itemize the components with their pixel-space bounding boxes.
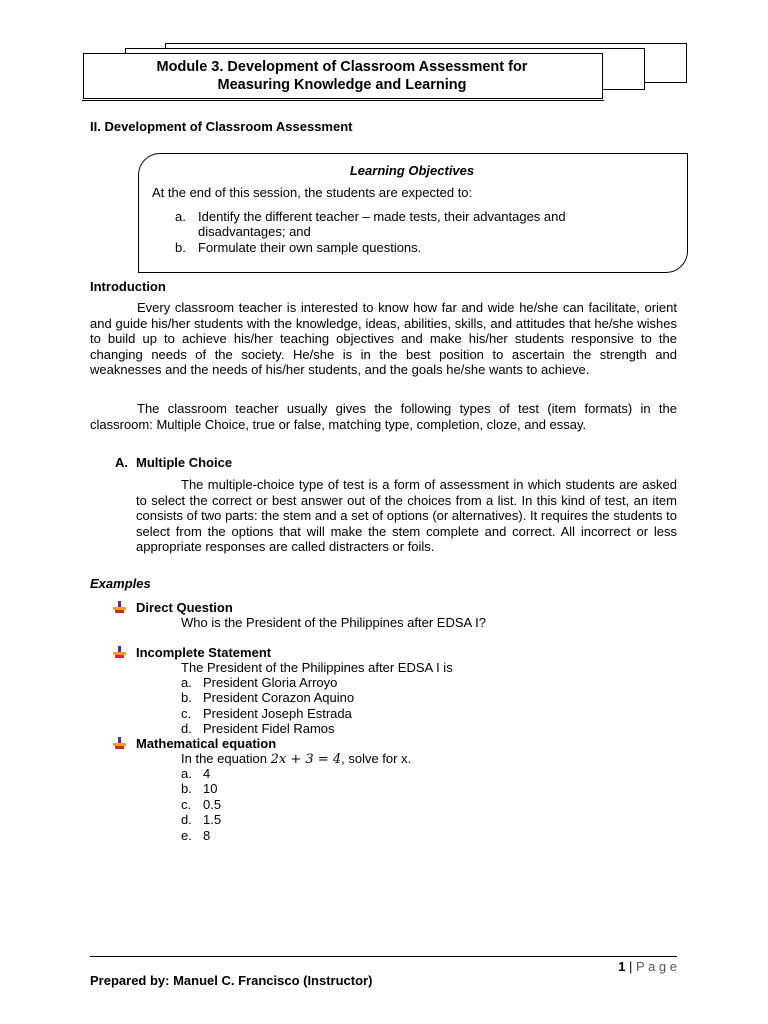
math-text-after: , solve for x. — [341, 751, 412, 766]
introduction-paragraph-2: The classroom teacher usually gives the following types of test (item formats) in the classroom: Multiple Choice, true or false, matching type, completion, cloze, and essay. — [90, 401, 677, 432]
page-indicator — [600, 959, 677, 974]
examples-heading: Examples — [90, 576, 151, 591]
introduction-heading: Introduction — [90, 279, 166, 294]
math-text-before: In the equation — [181, 751, 271, 766]
equation: 2x + 3 = 4 — [270, 752, 342, 767]
option-marker: d. — [181, 812, 192, 827]
option-marker: d. — [181, 721, 192, 736]
option-text: 4 — [203, 766, 211, 781]
option-marker: b. — [181, 690, 192, 705]
incomplete-statement-text: The President of the Philippines after EDSA I is — [181, 660, 453, 675]
option-marker: c. — [181, 706, 192, 721]
option-text: President Gloria Arroyo — [203, 675, 338, 690]
math-equation-label: Mathematical equation — [136, 736, 277, 751]
pushpin-bullet-icon — [113, 737, 126, 750]
option-text: 10 — [203, 781, 218, 796]
option-marker: a. — [181, 675, 192, 690]
pushpin-bullet-icon — [113, 601, 126, 614]
objectives-title: Learning Objectives — [349, 163, 475, 178]
objective-b-line1: Formulate their own sample questions. — [198, 240, 422, 255]
option-text: President Joseph Estrada — [203, 706, 352, 721]
direct-question-text: Who is the President of the Philippines after EDSA I? — [181, 615, 486, 630]
option-text: 1.5 — [203, 812, 222, 827]
module-title — [83, 58, 601, 94]
option-marker: a. — [181, 766, 192, 781]
option-text: 0.5 — [203, 797, 222, 812]
introduction-paragraph-1: Every classroom teacher is interested to know how far and wide he/she can facilitate, orient and guide his/her students with the knowledge, ideas, abilities, skills, and attitudes that he/she wishes to build up to achieve his/her teaching objectives and make his/her students responsive to the changing needs of the society. He/she is in the best position to ascertain the strength and weaknesses and the needs of his/her students, and the goals he/she wants to achieve. — [90, 300, 677, 377]
page-number: 1 — [618, 959, 626, 974]
module-title-line1: Module 3. Development of Classroom Assessment for — [156, 59, 528, 75]
math-equation-text — [181, 751, 411, 768]
pushpin-bullet-icon — [113, 646, 126, 659]
option-marker: e. — [181, 828, 192, 843]
page-word: P a g e — [636, 959, 677, 974]
option-marker: b. — [181, 781, 192, 796]
objective-a-marker: a. — [175, 209, 186, 224]
footer-divider — [90, 956, 677, 957]
objective-b-marker: b. — [175, 240, 186, 255]
incomplete-statement-label: Incomplete Statement — [136, 645, 272, 660]
page-separator: | — [625, 959, 637, 974]
multiple-choice-heading: Multiple Choice — [136, 455, 233, 470]
prepared-by: Prepared by: Manuel C. Francisco (Instructor) — [90, 973, 373, 988]
multiple-choice-marker: A. — [115, 455, 128, 470]
direct-question-label: Direct Question — [136, 600, 233, 615]
objective-a-line1: Identify the different teacher – made tests, their advantages and — [198, 209, 566, 224]
option-text: President Corazon Aquino — [203, 690, 355, 705]
objective-a-line2: disadvantages; and — [198, 224, 311, 239]
option-text: 8 — [203, 828, 211, 843]
option-marker: c. — [181, 797, 192, 812]
section-heading: II. Development of Classroom Assessment — [90, 119, 353, 134]
multiple-choice-paragraph: The multiple-choice type of test is a form of assessment in which students are asked to select the correct or best answer out of the choices from a list. In this kind of test, an item consists of two parts: the stem and a set of options (or alternatives). It requires the students to select from the options that will make the stem complete and correct. All incorrect or less appropriate responses are called distracters or foils. — [136, 477, 677, 554]
objectives-lead: At the end of this session, the students are expected to: — [152, 185, 473, 200]
module-title-line2: Measuring Knowledge and Learning — [217, 77, 467, 93]
option-text: President Fidel Ramos — [203, 721, 335, 736]
